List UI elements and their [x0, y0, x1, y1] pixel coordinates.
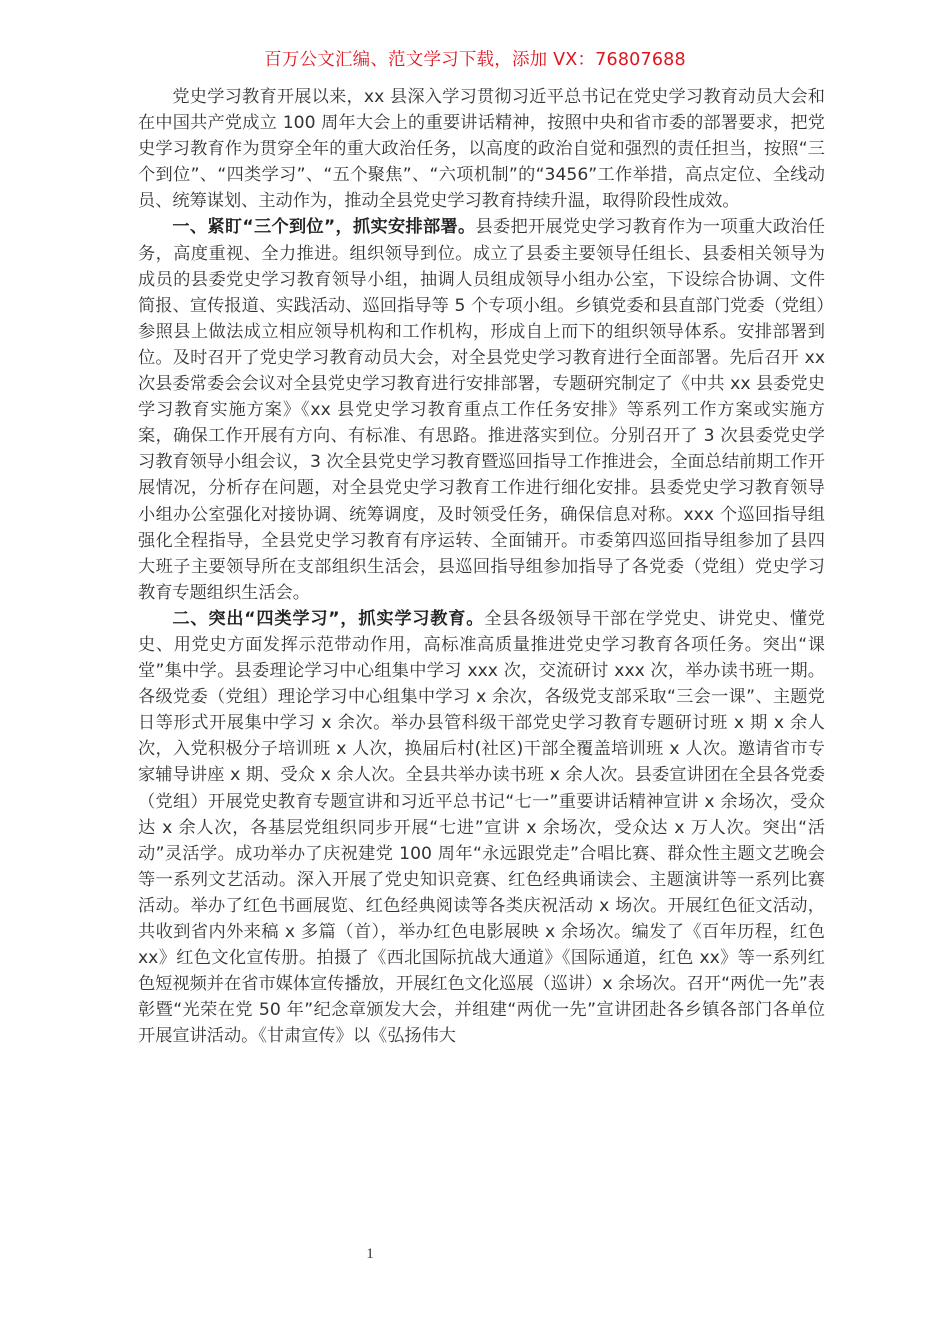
section-one-paragraph: [138, 214, 825, 605]
watermark-header: 百万公文汇编、范文学习下载，添加 VX：76807688: [264, 50, 686, 70]
section-one-heading: 一、紧盯“三个到位”，抓实安排部署。: [172, 217, 476, 238]
document-body: [138, 84, 825, 1049]
intro-paragraph: [138, 84, 825, 214]
paragraph-text: 县委把开展党史学习教育作为一项重大政治任务，高度重视、全力推进。组织领导到位。成立了县委主要领导任组长、县委相关领导为成员的县委党史学习教育领导小组，抽调人员组成领导小组办公室，下设综合协调、文件简报、宣传报道、实践活动、巡回指导等 5 个专项小组。乡镇党委和县直部门党委（党组）参照县上做法成立相应领导机构和工作机构，形成自上而下的组织领导体系。安排部署到位。及时召开了党史学习教育动员大会，对全县党史学习教育进行全面部署。先后召开 xx 次县委常委会会议对全县党史学习教育进行安排部署，专题研究制定了《中共 xx 县委党史学习教育实施方案》《xx 县党史学习教育重点工作任务安排》等系列工作方案或实施方案，确保工作开展有方向、有标准、有思路。推进落实到位。分别召开了 3 次县委党史学习教育领导小组会议，3 次全县党史学习教育暨巡回指导工作推进会，全面总结前期工作开展情况，分析存在问题，对全县党史学习教育工作进行细化安排。县委党史学习教育领导小组办公室强化对接协调、统筹调度，及时领受任务，确保信息对称。xxx 个巡回指导组强化全程指导，全县党史学习教育有序运转、全面铺开。市委第四巡回指导组参加了县四大班子主要领导所在支部组织生活会，县巡回指导组参加指导了各党委（党组）党史学习教育专题组织生活会。: [138, 217, 825, 603]
paragraph-text: 党史学习教育开展以来，xx 县深入学习贯彻习近平总书记在党史学习教育动员大会和在中国共产党成立 100 周年大会上的重要讲话精神，按照中央和省市委的部署要求，把党史学习教育作为贯穿全年的重大政治任务，以高度的政治自觉和强烈的责任担当，按照“三个到位”、“四类学习”、“五个聚焦”、“六项机制”的“3456”工作举措，高点定位、全线动员、统筹谋划、主动作为，推动全县党史学习教育持续升温，取得阶段性成效。: [138, 87, 825, 212]
section-two-paragraph: [138, 606, 825, 1050]
page-number: 1: [366, 1246, 374, 1262]
paragraph-text: 全县各级领导干部在学党史、讲党史、懂党史、用党史方面发挥示范带动作用，高标准高质量推进党史学习教育各项任务。突出“课堂”集中学。县委理论学习中心组集中学习 xxx 次，交流研讨 xxx 次，举办读书班一期。各级党委（党组）理论学习中心组集中学习 x 余次，各级党支部采取“三会一课”、主题党日等形式开展集中学习 x 余次。举办县管科级干部党史学习教育专题研讨班 x 期 x 余人次，入党积极分子培训班 x 人次，换届后村(社区)干部全覆盖培训班 x 人次。邀请省市专家辅导讲座 x 期、受众 x 余人次。全县共举办读书班 x 余人次。县委宣讲团在全县各党委（党组）开展党史教育专题宣讲和习近平总书记“七一”重要讲话精神宣讲 x 余场次，受众达 x 余人次，各基层党组织同步开展“七进”宣讲 x 余场次，受众达 x 万人次。突出“活动”灵活学。成功举办了庆祝建党 100 周年“永远跟党走”合唱比赛、群众性主题文艺晚会等一系列文艺活动。深入开展了党史知识竞赛、红色经典诵读会、主题演讲等一系列比赛活动。举办了红色书画展览、红色经典阅读等各类庆祝活动 x 场次。开展红色征文活动，共收到省内外来稿 x 多篇（首），举办红色电影展映 x 余场次。编发了《百年历程，红色 xx》红色文化宣传册。拍摄了《西北国际抗战大通道》《国际通道，红色 xx》等一系列红色短视频并在省市媒体宣传播放，开展红色文化巡展（巡讲）x 余场次。召开“两优一先”表彰暨“光荣在党 50 年”纪念章颁发大会，并组建“两优一先”宣讲团赴各乡镇各部门各单位开展宣讲活动。《甘肃宣传》以《弘扬伟大: [138, 608, 825, 1047]
section-two-heading: 二、突出“四类学习”，抓实学习教育。: [172, 608, 485, 629]
